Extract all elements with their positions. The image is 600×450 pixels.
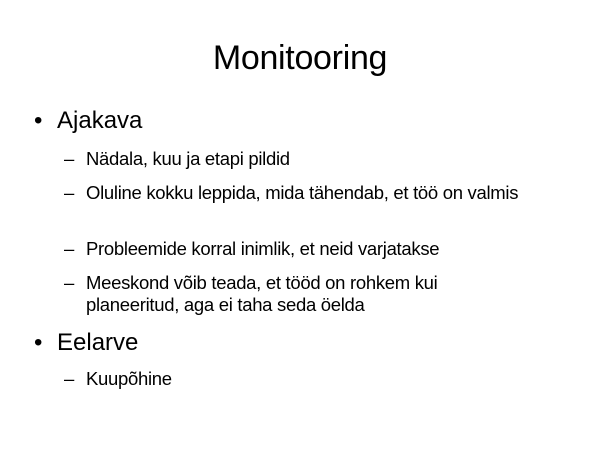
sub-item — [64, 238, 534, 260]
dash-icon: – — [64, 182, 74, 203]
sub-item — [64, 272, 534, 316]
sub-item-text: Oluline kokku leppida, mida tähendab, et töö on valmis — [86, 182, 519, 203]
dash-icon: – — [64, 368, 74, 389]
dash-icon: – — [64, 148, 74, 169]
bullet-icon: • — [34, 329, 43, 356]
sub-item-text: Kuupõhine — [86, 368, 172, 389]
sub-item — [64, 148, 534, 170]
slide-title: Monitooring — [212, 39, 388, 77]
bullet-heading: Eelarve — [57, 329, 139, 356]
sub-item-text: Meeskond võib teada, et tööd on rohkem kui planeeritud, aga ei taha seda öelda — [86, 272, 438, 315]
sub-item — [64, 368, 534, 390]
sub-item-text: Nädala, kuu ja etapi pildid — [86, 148, 290, 169]
bullet-heading: Ajakava — [57, 107, 143, 134]
sub-item-text: Probleemide korral inimlik, et neid varjatakse — [86, 238, 440, 259]
dash-icon: – — [64, 272, 74, 293]
dash-icon: – — [64, 238, 74, 259]
sub-item — [64, 182, 534, 204]
bullet-icon: • — [34, 107, 43, 134]
